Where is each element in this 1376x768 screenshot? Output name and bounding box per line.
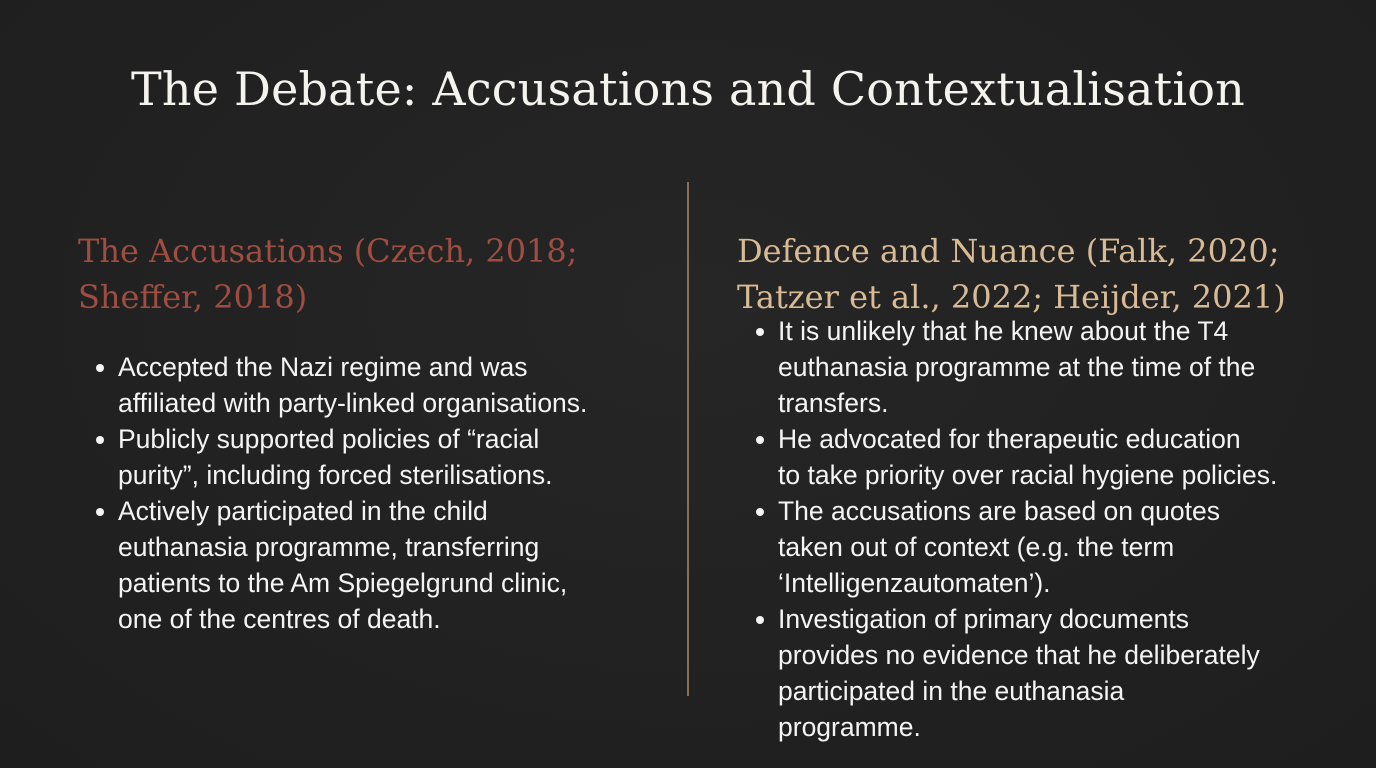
defence-bullet: [756, 601, 1277, 745]
accusations-heading: [78, 228, 578, 320]
bullet-line: He advocated for therapeutic education: [778, 424, 1241, 454]
accusations-heading-line: The Accusations (Czech, 2018;: [78, 232, 578, 270]
bullet-line: purity”, including forced sterilisations.: [118, 460, 553, 490]
bullet-line: provides no evidence that he deliberately: [778, 640, 1260, 670]
bullet-line: one of the centres of death.: [118, 604, 441, 634]
defence-heading-line: Tatzer et al., 2022; Heijder, 2021): [737, 278, 1286, 316]
slide-title: The Debate: Accusations and Contextualisation: [131, 62, 1245, 116]
bullet-line: euthanasia programme at the time of the: [778, 352, 1256, 382]
bullet-dot-icon: [756, 328, 764, 336]
bullet-dot-icon: [756, 616, 764, 624]
bullet-line: Accepted the Nazi regime and was: [118, 352, 528, 382]
defence-bullet: [756, 421, 1277, 493]
bullet-line: to take priority over racial hygiene policies.: [778, 460, 1278, 490]
bullet-line: participated in the euthanasia: [778, 676, 1125, 706]
bullet-line: patients to the Am Spiegelgrund clinic,: [118, 568, 568, 598]
bullet-line: taken out of context (e.g. the term: [778, 532, 1175, 562]
bullet-dot-icon: [756, 436, 764, 444]
bullet-line: It is unlikely that he knew about the T4: [778, 316, 1229, 346]
bullet-line: Investigation of primary documents: [778, 604, 1189, 634]
bullet-line: euthanasia programme, transferring: [118, 532, 540, 562]
defence-heading-line: Defence and Nuance (Falk, 2020;: [737, 232, 1280, 270]
bullet-line: transfers.: [778, 388, 889, 418]
defence-heading: [737, 228, 1286, 320]
defence-list: [756, 313, 1277, 745]
bullet-line: affiliated with party-linked organisations.: [118, 388, 588, 418]
bullet-line: Publicly supported policies of “racial: [118, 424, 540, 454]
column-divider: [687, 182, 689, 696]
bullet-line: The accusations are based on quotes: [778, 496, 1220, 526]
bullet-line: Actively participated in the child: [118, 496, 488, 526]
accusations-list: [96, 349, 587, 637]
accusations-bullet: [96, 421, 587, 493]
defence-bullet: [756, 493, 1277, 601]
defence-bullet: [756, 313, 1277, 421]
bullet-line: programme.: [778, 712, 921, 742]
bullet-dot-icon: [96, 508, 104, 516]
accusations-bullet: [96, 493, 587, 637]
bullet-dot-icon: [756, 508, 764, 516]
bullet-line: ‘Intelligenzautomaten’).: [778, 568, 1051, 598]
accusations-heading-line: Sheffer, 2018): [78, 278, 308, 316]
accusations-bullet: [96, 349, 587, 421]
bullet-dot-icon: [96, 436, 104, 444]
bullet-dot-icon: [96, 364, 104, 372]
